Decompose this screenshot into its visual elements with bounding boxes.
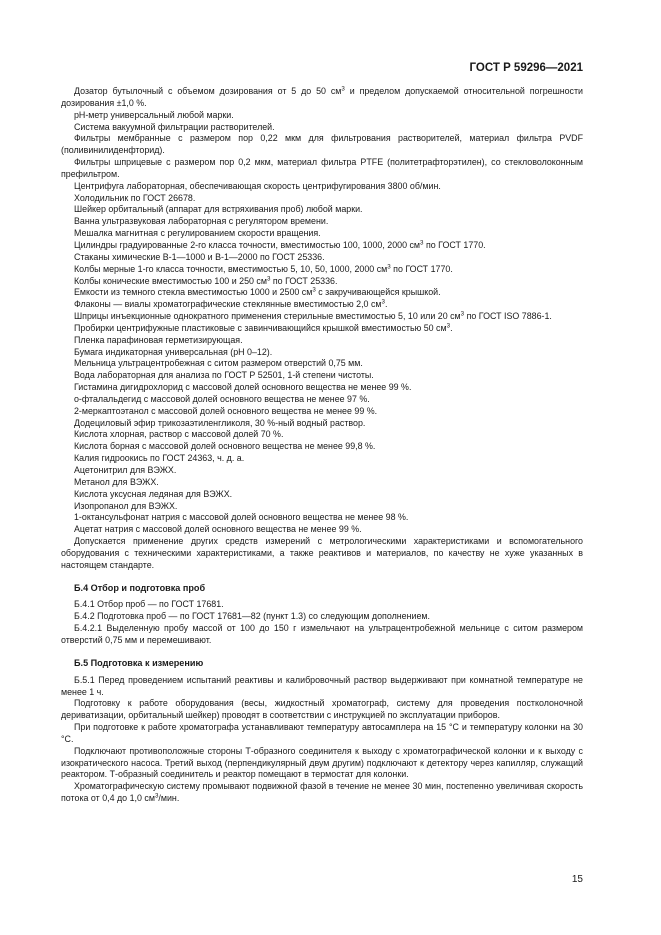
list-item: Цилиндры градуированные 2-го класса точности, вместимостью 100, 1000, 2000 $см^3$ по ГОСТ 1770. <box>74 239 486 250</box>
list-item: Вода лабораторная для анализа по ГОСТ Р 52501, 1-й степени чистоты. <box>74 370 374 381</box>
list-item: Фильтры шприцевые с размером пор 0,2 мкм, материал фильтра PTFE (политетрафторэтилен), со стекловолоконным префильтром. <box>61 157 583 179</box>
paragraph: Б.5.1 Перед проведением испытаний реактивы и калибровочный раствор выдерживают при комнатной температуре не менее 1 ч. <box>61 674 583 697</box>
list-item: Емкости из темного стекла вместимостью 1000 и 2500 $см^3$ с закручивающейся крышкой. <box>74 286 441 298</box>
paragraph: Хроматографическую систему промывают подвижной фазой в течение не менее 30 мин, постепенно увеличивая скорость потока от 0,4 до 1,0 $см^3$/мин. <box>61 781 583 804</box>
equipment-list <box>61 86 583 572</box>
list-item: Гистамина дигидрохлорид с массовой долей основного вещества не менее 99 %. <box>74 382 412 393</box>
list-item: Ацетонитрил для ВЭЖХ. <box>74 465 177 475</box>
list-item: Дозатор бутылочный с объемом дозирования от 5 до 50 $см^3$ и пределом допускаемой относительной погрешности дозирования ±1,0 %. <box>61 85 583 108</box>
list-item: Центрифуга лабораторная, обеспечивающая скорость центрифугирования 3800 об/мин. <box>74 180 441 191</box>
list-item: Бумага индикаторная универсальная (pH 0–12). <box>74 346 273 357</box>
paragraph: Подключают противоположные стороны Т-образного соединителя к выходу с хроматографической колонки и к выходу с изократического насоса. Третий выход (перпендикулярный двум другим) подключают к детектору через капилляр, служащий реактором. Т-образный соединитель и реактор помещают в термостат для колонки. <box>61 745 583 780</box>
list-item: Изопропанол для ВЭЖХ. <box>74 500 178 511</box>
paragraph: Б.4.2.1 Выделенную пробу массой от 100 до 150 г измельчают на ультрацентробежной мельнице с ситом размером отверстий 0,75 мм и перемешивают. <box>61 623 583 645</box>
list-item: Калия гидроокись по ГОСТ 24363, ч. д. а. <box>74 453 245 464</box>
list-item: Холодильник по ГОСТ 26678. <box>74 192 196 203</box>
section-b4-body <box>61 599 583 646</box>
list-item: Мельница ультрацентробежная с ситом размером отверстий 0,75 мм. <box>74 358 363 369</box>
list-item: Кислота уксусная ледяная для ВЭЖХ. <box>74 488 233 499</box>
list-item: Система вакуумной фильтрации растворителей. <box>74 121 275 132</box>
list-item: Пробирки центрифужные пластиковые с завинчивающийся крышкой вместимостью 50 $см^3$. <box>74 322 453 333</box>
paragraph: Б.4.1 Отбор проб — по ГОСТ 17681. <box>74 599 224 610</box>
list-item: 1-октансульфонат натрия с массовой долей основного вещества не менее 98 %. <box>74 512 409 523</box>
page-body <box>61 86 583 805</box>
section-b4-title: Б.4 Отбор и подготовка проб <box>74 582 206 593</box>
page-number: 15 <box>571 874 583 885</box>
list-item: Додециловый эфир трикозаэтиленгликоля, 30 %-ный водный раствор. <box>74 417 366 428</box>
document-header: ГОСТ Р 59296—2021 <box>469 62 583 74</box>
list-item: pH-метр универсальный любой марки. <box>74 109 234 120</box>
paragraph: Б.4.2 Подготовка проб — по ГОСТ 17681—82 (пункт 1.3) со следующим дополнением. <box>74 611 430 622</box>
list-item: Пленка парафиновая герметизирующая. <box>74 334 243 345</box>
list-item: Колбы мерные 1-го класса точности, вместимостью 5, 10, 50, 1000, 2000 $см^3$ по ГОСТ 1770. <box>74 263 453 274</box>
list-item: Допускается применение других средств измерений с метрологическими характеристиками и вспомогательного оборудования с техническими характеристиками, а также реактивов и материалов, по качеству не хуже указанных в настоящем стандарте. <box>61 536 583 570</box>
list-item: Метанол для ВЭЖХ. <box>74 476 159 487</box>
list-item: о-фталальдегид с массовой долей основного вещества не менее 97 %. <box>74 393 370 404</box>
list-item: Мешалка магнитная с регулированием скорости вращения. <box>74 228 321 239</box>
section-b5-body <box>61 675 583 805</box>
section-b5-title: Б.5 Подготовка к измерению <box>74 657 204 668</box>
list-item: Стаканы химические В-1—1000 и В-1—2000 по ГОСТ 25336. <box>74 251 325 262</box>
list-item: Шейкер орбитальный (аппарат для встряхивания проб) любой марки. <box>74 204 363 215</box>
list-item: Ацетат натрия с массовой долей основного вещества не менее 99 %. <box>74 524 362 535</box>
paragraph: При подготовке к работе хроматографа устанавливают температуру автосамплера на 15 °С и температуру колонки на 30 °С. <box>61 722 583 744</box>
list-item: Ванна ультразвуковая лабораторная с регулятором времени. <box>74 216 329 227</box>
paragraph: Подготовку к работе оборудования (весы, жидкостный хроматограф, систему для проведения постколоночной дериватизации, орбитальный шейкер) проводят в соответствии с инструкцией по эксплуатации приборов. <box>61 698 583 721</box>
list-item: 2-меркаптоэтанол с массовой долей основного вещества не менее 99 %. <box>74 405 378 416</box>
list-item: Кислота хлорная, раствор с массовой долей 70 %. <box>74 429 284 440</box>
list-item: Колбы конические вместимостью 100 и 250 $см^3$ по ГОСТ 25336. <box>74 275 338 286</box>
list-item: Шприцы инъекционные однократного применения стерильные вместимостью 5, 10 или 20 $см^3$ по ГОСТ ISO 7886-1. <box>74 310 552 322</box>
list-item: Кислота борная с массовой долей основного вещества не менее 99,8 %. <box>74 441 376 452</box>
list-item: Флаконы — виалы хроматографические стеклянные вместимостью 2,0 $см^3$. <box>74 298 388 310</box>
list-item: Фильтры мембранные с размером пор 0,22 мкм для фильтрования растворителей, материал фильтра PVDF (поливинилиденфторид). <box>61 133 583 156</box>
